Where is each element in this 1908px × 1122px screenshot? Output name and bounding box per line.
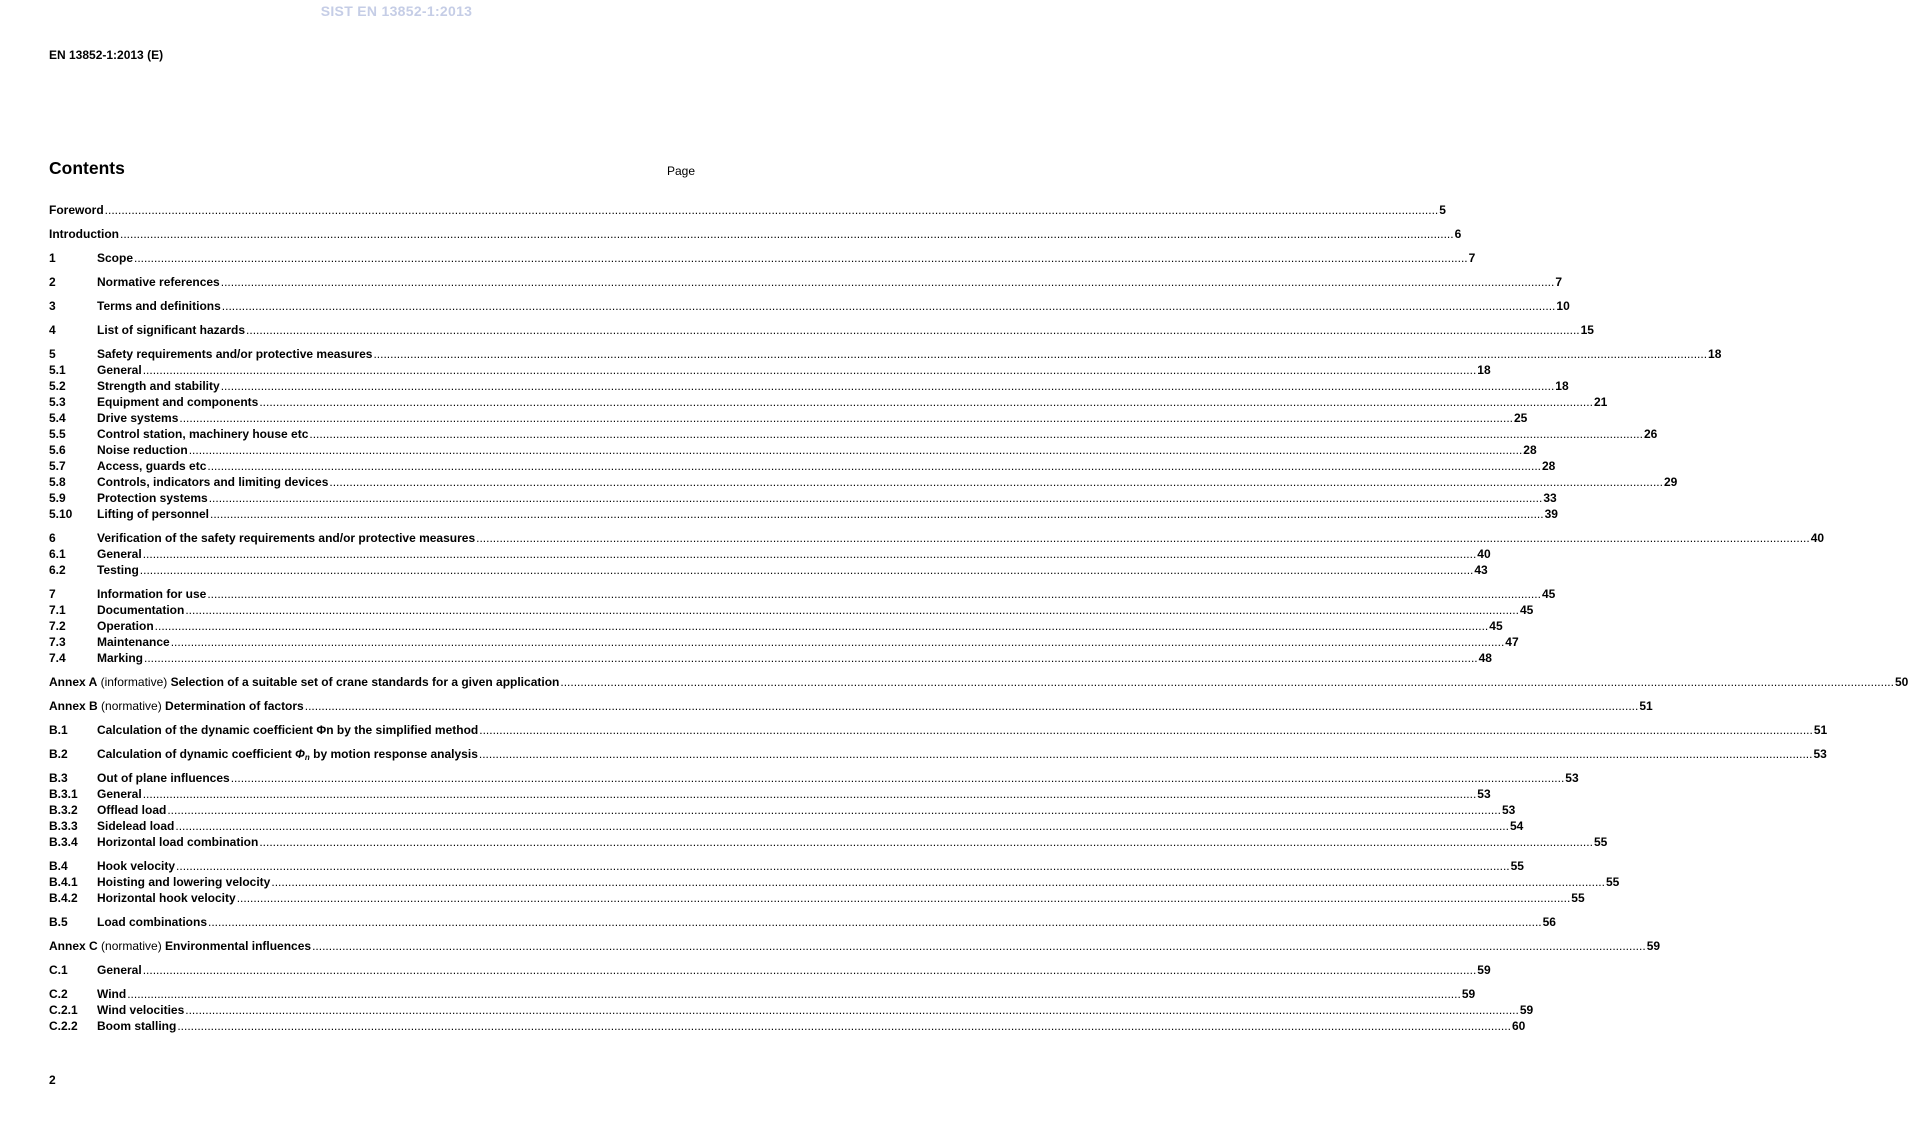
toc-dot-leader: ................................................................................................................................................................................................................................................................................................................................................................................................................ [208,915,1542,929]
toc-dot-leader: ................................................................................................................................................................................................................................................................................................................................................................................................................ [304,699,1639,713]
toc-dot-leader: ................................................................................................................................................................................................................................................................................................................................................................................................................ [476,531,1810,545]
toc-entry-number: C.1 [49,963,68,977]
toc-entry-title-text: Horizontal load combination [97,835,259,849]
toc-entry-page: 5 [1439,203,1446,217]
toc-entry-page: 60 [1511,1019,1526,1033]
toc-entry-title-text: Annex A [49,675,98,689]
toc-entry-annex-note: (informative) [97,675,171,689]
toc-entry[interactable] [49,618,1503,634]
toc-entry-title [97,458,206,474]
toc-entry-number: 7.1 [49,603,66,617]
toc-entry-page: 47 [1505,635,1519,649]
toc-entry-title-text: Offlead load [97,803,167,817]
toc-entry-page: 29 [1663,475,1678,489]
toc-dot-leader: ................................................................................................................................................................................................................................................................................................................................................................................................................ [142,363,1477,377]
toc-entry-page: 18 [1708,347,1722,361]
toc-entry-title [49,202,104,218]
toc-entry[interactable] [49,274,1563,290]
toc-entry-page: 59 [1519,1003,1534,1017]
toc-entry-title-text: Lifting of personnel [97,507,209,521]
toc-entry-page: 54 [1509,819,1524,833]
toc-entry-title [49,698,304,714]
toc-entry-page: 51 [1639,699,1653,713]
toc-entry-page: 59 [1461,987,1476,1001]
toc-entry[interactable] [49,634,1519,650]
toc-entry[interactable] [49,674,1908,690]
toc-dot-leader: ................................................................................................................................................................................................................................................................................................................................................................................................................ [259,835,1593,849]
toc-entry-title-text: Annex B [49,699,98,713]
toc-entry[interactable] [49,858,1524,874]
toc-entry-title-text: Hook velocity [97,859,176,873]
phi-subscript: n [304,753,310,762]
toc-entry-page: 40 [1477,547,1491,561]
toc-entry[interactable] [49,746,1827,762]
toc-entry[interactable] [49,650,1492,666]
toc-entry[interactable] [49,802,1516,818]
toc-entry-title-text: Equipment and components [97,395,259,409]
toc-dot-leader: ................................................................................................................................................................................................................................................................................................................................................................................................................ [207,587,1541,601]
toc-entry-number: 5.9 [49,491,66,505]
toc-entry-title [97,250,133,266]
toc-entry-page: 18 [1477,363,1491,377]
toc-entry-number: 1 [49,251,56,265]
toc-entry-title [97,346,372,362]
toc-entry-title [97,602,184,618]
toc-entry-title [97,426,308,442]
toc-entry-page: 26 [1643,427,1658,441]
document-id: EN 13852-1:2013 (E) [49,48,164,62]
toc-dot-leader: ................................................................................................................................................................................................................................................................................................................................................................................................................ [139,563,1474,577]
toc-entry-title-text: General [97,963,142,977]
toc-entry-page: 55 [1510,859,1524,873]
toc-entry-title-text: General [97,787,142,801]
toc-entry-number: B.4.1 [49,875,78,889]
toc-entry-page: 55 [1593,835,1608,849]
toc-entry-title [97,442,188,458]
toc-entry-number: B.2 [49,747,68,761]
toc-dot-leader: ................................................................................................................................................................................................................................................................................................................................................................................................................ [142,963,1477,977]
toc-dot-leader: ................................................................................................................................................................................................................................................................................................................................................................................................................ [185,603,1519,617]
toc-entry[interactable] [49,362,1491,378]
toc-entry-page: 21 [1593,395,1608,409]
contents-title: Contents [49,158,125,178]
toc-entry[interactable] [49,1018,1526,1034]
toc-entry[interactable] [49,202,1446,218]
toc-entry-title-text: Verification of the safety requirements and/or protective measures [97,531,476,545]
toc-entry-number: B.1 [49,723,68,737]
toc-entry-title-text: Operation [97,619,154,633]
toc-dot-leader: ................................................................................................................................................................................................................................................................................................................................................................................................................ [179,411,1513,425]
toc-entry-page: 59 [1646,939,1661,953]
toc-entry-title [49,938,311,954]
toc-entry[interactable] [49,250,1476,266]
toc-dot-leader: ................................................................................................................................................................................................................................................................................................................................................................................................................ [309,427,1643,441]
toc-entry-number: 5.10 [49,507,73,521]
toc-dot-leader: ................................................................................................................................................................................................................................................................................................................................................................................................................ [210,507,1544,521]
toc-entry-title-text: Out of plane influences [97,771,230,785]
toc-entry-number: 5.1 [49,363,66,377]
toc-entry-title [97,586,206,602]
toc-entry-page: 28 [1523,443,1537,457]
toc-entry-number: 7.4 [49,651,66,665]
toc-entry-title-text-continued: Environmental influences [165,939,312,953]
toc-entry-number: 7 [49,587,56,601]
toc-entry[interactable] [49,530,1825,546]
toc-entry[interactable] [49,562,1488,578]
toc-entry[interactable] [49,722,1828,738]
toc-entry-title-text-continued: Determination of factors [165,699,304,713]
toc-entry-title [49,226,119,242]
toc-entry-page: 53 [1813,747,1827,761]
toc-dot-leader: ................................................................................................................................................................................................................................................................................................................................................................................................................ [142,787,1477,801]
toc-entry-title [97,962,142,978]
toc-dot-leader: ................................................................................................................................................................................................................................................................................................................................................................................................................ [560,675,1894,689]
toc-entry-title-text: Wind velocities [97,1003,185,1017]
toc-dot-leader: ................................................................................................................................................................................................................................................................................................................................................................................................................ [170,635,1505,649]
toc-dot-leader: ................................................................................................................................................................................................................................................................................................................................................................................................................ [104,203,1439,217]
toc-entry-page: 6 [1454,227,1462,241]
toc-entry-title [97,298,221,314]
toc-dot-leader: ................................................................................................................................................................................................................................................................................................................................................................................................................ [373,347,1708,361]
toc-dot-leader: ................................................................................................................................................................................................................................................................................................................................................................................................................ [230,771,1565,785]
toc-entry-title [97,506,209,522]
toc-entry[interactable] [49,490,1557,506]
toc-entry[interactable] [49,834,1608,850]
toc-dot-leader: ................................................................................................................................................................................................................................................................................................................................................................................................................ [127,987,1461,1001]
toc-entry-title-text: Controls, indicators and limiting devices [97,475,329,489]
toc-entry-number: B.4.2 [49,891,78,905]
toc-entry-title-text: Scope [97,251,134,265]
toc-entry-page: 59 [1477,963,1491,977]
toc-entry-page: 45 [1489,619,1503,633]
toc-entry[interactable] [49,226,1462,242]
toc-entry-title-text: Normative references [97,275,220,289]
toc-entry-title-text: Calculation of the dynamic coefficient Φn by the simplified method [97,723,479,737]
toc-dot-leader: ................................................................................................................................................................................................................................................................................................................................................................................................................ [246,323,1580,337]
toc-entry-title-text: Noise reduction [97,443,188,457]
toc-entry-title [97,746,478,766]
toc-entry-number: 6.2 [49,563,66,577]
toc-entry-number: B.3.4 [49,835,78,849]
toc-entry[interactable] [49,378,1569,394]
toc-entry[interactable] [49,890,1585,906]
toc-dot-leader: ................................................................................................................................................................................................................................................................................................................................................................................................................ [134,251,1468,265]
toc-entry-number: C.2 [49,987,68,1001]
toc-dot-leader: ................................................................................................................................................................................................................................................................................................................................................................................................................ [154,619,1489,633]
toc-entry-title [97,1002,184,1018]
toc-entry-number: 5.4 [49,411,66,425]
toc-entry-number: B.3.1 [49,787,78,801]
toc-entry-page: 33 [1543,491,1557,505]
toc-entry[interactable] [49,322,1594,338]
toc-entry-page: 55 [1571,891,1585,905]
toc-entry-title [97,858,175,874]
toc-entry-number: B.5 [49,915,68,929]
toc-entry-title [97,410,178,426]
watermark: SIST EN 13852-1:2013 [320,3,473,19]
toc-entry-page: 51 [1813,723,1828,737]
toc-entry[interactable] [49,506,1558,522]
toc-entry-page: 45 [1519,603,1534,617]
toc-entry-number: B.3 [49,771,68,785]
toc-entry-number: 5.3 [49,395,66,409]
toc-entry[interactable] [49,426,1658,442]
toc-entry[interactable] [49,818,1524,834]
toc-dot-leader: ................................................................................................................................................................................................................................................................................................................................................................................................................ [479,723,1813,737]
toc-entry-title-text: Horizontal hook velocity [97,891,236,905]
toc-entry-number: 7.3 [49,635,66,649]
toc-entry-title [97,890,236,906]
toc-entry-title [97,562,139,578]
toc-entry-title-text: Information for use [97,587,207,601]
toc-entry-number: 6 [49,531,56,545]
toc-entry-page: 50 [1894,675,1908,689]
toc-dot-leader: ................................................................................................................................................................................................................................................................................................................................................................................................................ [271,875,1605,889]
toc-entry-title-text: Drive systems [97,411,179,425]
toc-dot-leader: ................................................................................................................................................................................................................................................................................................................................................................................................................ [185,1003,1519,1017]
toc-entry-title [97,802,166,818]
toc-entry-title-text: Load combinations [97,915,208,929]
toc-dot-leader: ................................................................................................................................................................................................................................................................................................................................................................................................................ [188,443,1523,457]
toc-dot-leader: ................................................................................................................................................................................................................................................................................................................................................................................................................ [221,299,1556,313]
toc-dot-leader: ................................................................................................................................................................................................................................................................................................................................................................................................................ [177,1019,1511,1033]
toc-entry-number: 5.7 [49,459,66,473]
toc-entry[interactable] [49,442,1537,458]
toc-dot-leader: ................................................................................................................................................................................................................................................................................................................................................................................................................ [142,547,1477,561]
toc-entry-page: 45 [1541,587,1556,601]
toc-entry-title [97,394,258,410]
toc-entry-number: 7.2 [49,619,66,633]
toc-entry-page: 53 [1477,787,1491,801]
toc-dot-leader: ................................................................................................................................................................................................................................................................................................................................................................................................................ [175,819,1509,833]
toc-entry-number: 2 [49,275,56,289]
toc-dot-leader: ................................................................................................................................................................................................................................................................................................................................................................................................................ [259,395,1593,409]
toc-entry-title [97,378,220,394]
toc-entry[interactable] [49,346,1722,362]
toc-entry-number: 5.2 [49,379,66,393]
toc-entry-number: 3 [49,299,56,313]
toc-entry-title-text: Terms and definitions [97,299,221,313]
page-column-label: Page [667,164,696,178]
toc-dot-leader: ................................................................................................................................................................................................................................................................................................................................................................................................................ [144,651,1478,665]
toc-entry-title-text: Testing [97,563,139,577]
toc-entry-title [97,362,142,378]
toc-entry-title-text: General [97,547,142,561]
toc-entry-title-text: Wind [97,987,127,1001]
toc-entry-title-text: Calculation of dynamic coefficient [97,747,296,761]
toc-dot-leader: ................................................................................................................................................................................................................................................................................................................................................................................................................ [176,859,1510,873]
toc-entry-page: 43 [1474,563,1488,577]
toc-entry-number: C.2.1 [49,1003,78,1017]
toc-entry-title [97,874,270,890]
toc-entry[interactable] [49,698,1653,714]
toc-entry-title-text: Control station, machinery house etc [97,427,309,441]
toc-entry-title [97,914,207,930]
toc-entry-title-text: Foreword [49,203,104,217]
toc-entry-title [97,650,143,666]
toc-entry-number: 5 [49,347,56,361]
toc-entry-title [97,474,328,490]
toc-entry[interactable] [49,962,1491,978]
toc-entry-title [97,1018,176,1034]
toc-entry[interactable] [49,986,1476,1002]
toc-entry-number: 5.6 [49,443,66,457]
toc-entry[interactable] [49,394,1608,410]
toc-entry[interactable] [49,770,1579,786]
toc-entry-title [97,834,258,850]
toc-entry-title [97,618,154,634]
toc-entry-number: 5.8 [49,475,66,489]
toc-dot-leader: ................................................................................................................................................................................................................................................................................................................................................................................................................ [167,803,1501,817]
toc-entry[interactable] [49,938,1661,954]
toc-entry-title-text: Documentation [97,603,185,617]
toc-entry-page: 39 [1544,507,1558,521]
toc-entry-title [97,818,174,834]
toc-entry-title [97,490,208,506]
toc-entry[interactable] [49,546,1491,562]
toc-entry-title [97,322,245,338]
toc-entry-title-text: Strength and stability [97,379,220,393]
toc-entry[interactable] [49,1002,1534,1018]
footer-page-number: 2 [49,1073,56,1087]
toc-entry-number: B.3.2 [49,803,78,817]
toc-entry-page: 48 [1478,651,1492,665]
toc-entry[interactable] [49,786,1491,802]
toc-entry[interactable] [49,586,1556,602]
toc-dot-leader: ................................................................................................................................................................................................................................................................................................................................................................................................................ [220,275,1555,289]
toc-entry-number: B.3.3 [49,819,78,833]
toc-dot-leader: ................................................................................................................................................................................................................................................................................................................................................................................................................ [329,475,1663,489]
toc-entry-page: 55 [1605,875,1620,889]
toc-entry-page: 10 [1556,299,1570,313]
toc-entry-number: 6.1 [49,547,66,561]
toc-entry-title [97,770,230,786]
toc-entry-title-text: General [97,363,142,377]
toc-entry-page: 18 [1555,379,1569,393]
toc-dot-leader: ................................................................................................................................................................................................................................................................................................................................................................................................................ [478,747,1813,761]
toc-entry-title-text-continued: Selection of a suitable set of crane standards for a given application [170,675,560,689]
toc-entry-title [97,986,126,1002]
toc-entry-title-text: List of significant hazards [97,323,246,337]
toc-entry-annex-note: (normative) [97,699,166,713]
toc-entry-title [97,634,170,650]
toc-entry-title [97,722,478,738]
toc-dot-leader: ................................................................................................................................................................................................................................................................................................................................................................................................................ [208,491,1543,505]
toc-entry-page: 56 [1542,915,1556,929]
toc-entry-number: 5.5 [49,427,66,441]
toc-entry-title-text-continued: by motion response analysis [309,747,478,761]
toc-dot-leader: ................................................................................................................................................................................................................................................................................................................................................................................................................ [236,891,1571,905]
toc-entry-title-text: Sidelead load [97,819,175,833]
toc-entry-annex-note: (normative) [97,939,166,953]
toc-dot-leader: ................................................................................................................................................................................................................................................................................................................................................................................................................ [220,379,1555,393]
toc-entry-title [97,530,475,546]
toc-entry-title [49,674,559,690]
toc-entry-title-text: Hoisting and lowering velocity [97,875,271,889]
toc-entry-page: 40 [1810,531,1825,545]
toc-entry-title-text: Boom stalling [97,1019,177,1033]
toc-entry[interactable] [49,914,1556,930]
toc-entry[interactable] [49,602,1534,618]
toc-entry[interactable] [49,410,1528,426]
toc-entry[interactable] [49,298,1570,314]
toc-entry-title [97,786,142,802]
toc-dot-leader: ................................................................................................................................................................................................................................................................................................................................................................................................................ [119,227,1454,241]
toc-entry-title-text: Introduction [49,227,119,241]
toc-entry-page: 53 [1501,803,1516,817]
toc-entry-page: 28 [1541,459,1556,473]
toc-entry[interactable] [49,458,1556,474]
toc-dot-leader: ................................................................................................................................................................................................................................................................................................................................................................................................................ [207,459,1541,473]
toc-entry-title-text: Access, guards etc [97,459,207,473]
toc-entry-page: 7 [1468,251,1476,265]
toc-entry-title-text: Safety requirements and/or protective measures [97,347,373,361]
toc-entry[interactable] [49,474,1678,490]
toc-entry-title-text: Marking [97,651,144,665]
toc-entry-number: B.4 [49,859,68,873]
toc-entry-title [97,274,220,290]
toc-entry-number: 4 [49,323,56,337]
toc-dot-leader: ................................................................................................................................................................................................................................................................................................................................................................................................................ [312,939,1646,953]
toc-entry[interactable] [49,874,1620,890]
phi-symbol: Φ [295,747,305,761]
toc-entry-title [97,546,142,562]
toc-entry-page: 53 [1565,771,1579,785]
toc-entry-title-text: Protection systems [97,491,208,505]
toc-entry-page: 25 [1513,411,1528,425]
toc-entry-title-text: Maintenance [97,635,170,649]
toc-entry-title-text: Annex C [49,939,98,953]
toc-entry-page: 7 [1555,275,1563,289]
toc-entry-number: C.2.2 [49,1019,78,1033]
toc-entry-page: 15 [1580,323,1594,337]
